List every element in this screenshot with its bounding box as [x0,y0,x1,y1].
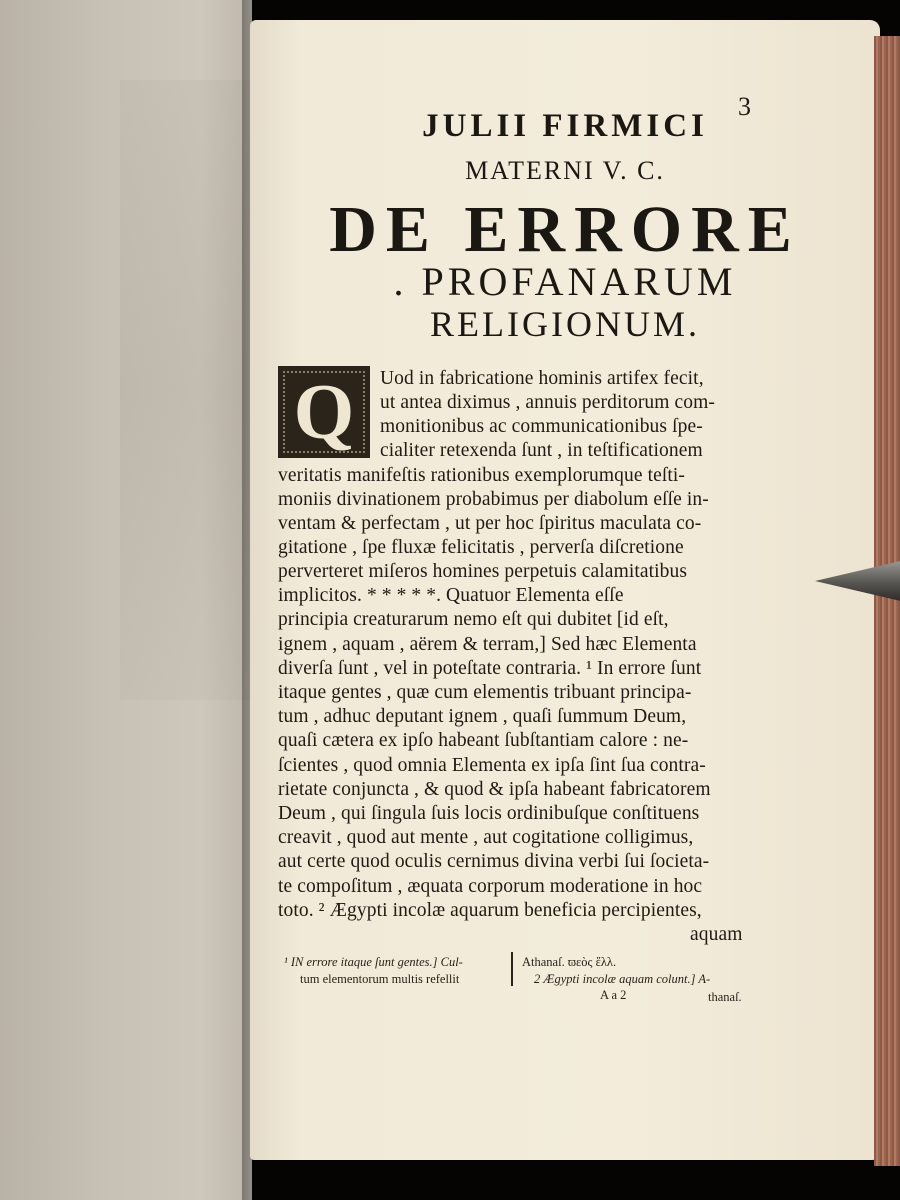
body-line: tum , adhuc deputant ignem , quaſi ſummum Deum, [278,706,687,727]
decorated-initial-letter: Q [278,366,370,458]
title-sub-1: . PROFANARUM [393,259,737,304]
body-line: toto. ² Ægypti incolæ aquarum beneficia percipientes, [278,900,702,921]
page-number: 3 [738,92,751,121]
body-line: ignem , aquam , aërem & terram,] Sed hæc Elementa [278,634,697,655]
title-author-line-2: MATERNI V. C. [465,156,665,185]
body-line: veritatis manifeſtis rationibus exemplorumque teſti- [278,465,686,486]
body-line: creavit , quod aut mente , aut cogitatione colligimus, [278,827,694,848]
footnote-left-2: tum elementorum multis refellit [300,972,460,986]
body-line: rietate conjuncta , & quod & ipſa habeant fabricatorem [278,779,711,800]
body-line: implicitos. * * * * *. Quatuor Elementa eſſe [278,585,624,606]
title-sub-2: RELIGIONUM. [430,304,700,344]
body-line: moniis divinationem probabimus per diabolum eſſe in- [278,489,709,510]
title-main: DE ERRORE [329,193,801,266]
footnote-right-1: Athanaſ. ϖεὸς ἕλλ. [522,955,617,969]
footnote-column-divider [511,952,513,986]
signature-mark: A a 2 [600,988,627,1002]
body-line: principia creaturarum nemo eſt qui dubitet [id eſt, [278,609,669,630]
title-author-line: JULII FIRMICI [422,108,708,144]
catchword-footnote: thanaſ. [708,990,742,1004]
body-line: ſcientes , quod omnia Elementa ex ipſa ſint ſua contra- [278,755,706,776]
body-line: gitatione , ſpe fluxæ felicitatis , perverſa diſcretione [278,537,684,558]
body-line: perverteret miſeros homines perpetuis calamitatibus [278,561,688,582]
footnote-left-1: ¹ IN errore itaque ſunt gentes.] Cul- [284,955,463,969]
body-line: quaſi cætera ex ipſo habeant ſubſtantiam calore : ne- [278,730,689,751]
body-line: itaque gentes , quæ cum elementis tribuant principa- [278,682,692,703]
body-line: diverſa ſunt , vel in poteſtate contraria. ¹ In errore ſunt [278,658,702,679]
body-line: monitionibus ac communicationibus ſpe- [380,416,703,437]
show-through-text [120,80,260,700]
left-facing-page [0,0,252,1200]
catchword-body: aquam [690,924,743,945]
body-line: Uod in fabricatione hominis artifex fecit, [380,368,704,389]
body-line: Deum , qui ſingula ſuis locis ordinibuſque conſtituens [278,803,700,824]
body-line: cialiter retexenda ſunt , in teſtificationem [380,440,703,461]
footnote-right-2: 2 Ægypti incolæ aquam colunt.] A- [534,972,711,986]
body-line: aut certe quod oculis cernimus divina verbi ſui ſocieta- [278,851,710,872]
body-line: ventam & perfectam , ut per hoc ſpiritus maculata co- [278,513,702,534]
body-line: te compoſitum , æquata corporum moderatione in hoc [278,876,703,897]
body-line: ut antea diximus , annuis perditorum com- [380,392,715,413]
